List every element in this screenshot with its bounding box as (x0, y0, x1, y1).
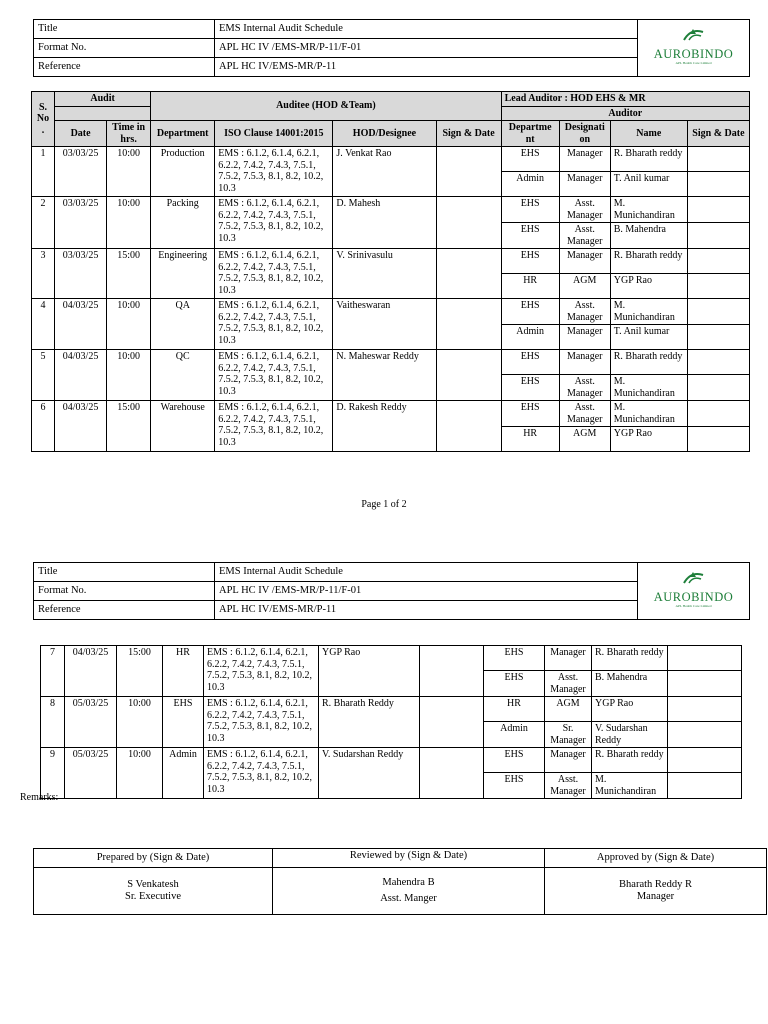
hod-cell: V. Sudarshan Reddy (319, 748, 420, 799)
auditor-dept-cell: HR (501, 427, 559, 452)
auditor-sign-cell (687, 401, 749, 427)
approved-by-cell (545, 868, 767, 915)
auditor-designation-cell: AGM (545, 697, 592, 722)
auditor-sign-cell (687, 249, 749, 274)
date-cell: 03/03/25 (55, 147, 107, 197)
auditor-sign-cell (687, 375, 749, 401)
department-cell: EHS (163, 697, 204, 748)
auditor-name-cell: R. Bharath reddy (610, 147, 687, 172)
iso-clause-cell: EMS : 6.1.2, 6.1.4, 6.2.1, 6.2.2, 7.4.2, 7.4.3, 7.5.1, 7.5.2, 7.5.3, 8.1, 8.2, 10.2, 10.3 (215, 249, 333, 299)
auditor-name-cell: M. Munichandiran (610, 299, 687, 325)
col-sno: S. No . (32, 92, 55, 147)
department-cell: QC (151, 350, 215, 401)
auditor-sign-cell (668, 722, 742, 748)
prepared-by-name: S Venkatesh (127, 879, 179, 890)
auditor-name-cell: M. Munichandiran (610, 401, 687, 427)
col-date: Date (55, 121, 107, 147)
time-cell: 10:00 (107, 147, 151, 197)
department-cell: QA (151, 299, 215, 350)
col-name: Name (610, 121, 687, 147)
sno-cell: 1 (32, 147, 55, 197)
auditor-designation-cell: Asst. Manager (559, 223, 610, 249)
reference-label: Reference (34, 58, 215, 77)
department-cell: Warehouse (151, 401, 215, 452)
time-cell: 15:00 (107, 249, 151, 299)
company-logo (654, 569, 734, 608)
auditor-name-cell: B. Mahendra (610, 223, 687, 249)
auditor-dept-cell: EHS (484, 773, 545, 799)
auditor-name-cell: YGP Rao (610, 274, 687, 299)
auditor-designation-cell: Asst. Manager (545, 773, 592, 799)
auditor-dept-cell: EHS (484, 671, 545, 697)
auditor-designation-cell: Sr. Manager (545, 722, 592, 748)
department-cell: HR (163, 646, 204, 697)
logo-brand: AUROBINDO (653, 47, 734, 61)
auditor-designation-cell: Asst. Manager (545, 671, 592, 697)
reference-value: APL HC IV/EMS-MR/P-11 (215, 58, 638, 77)
department-cell: Admin (163, 748, 204, 799)
format-value: APL HC IV /EMS-MR/P-11/F-01 (215, 39, 638, 58)
auditor-name-cell: R. Bharath reddy (610, 350, 687, 375)
table-row (32, 401, 750, 427)
auditor-designation-cell: Asst. Manager (559, 375, 610, 401)
hod-cell: J. Venkat Rao (333, 147, 436, 197)
auditor-sign-cell (668, 748, 742, 773)
auditor-dept-cell: Admin (501, 172, 559, 197)
sno-cell: 8 (41, 697, 65, 748)
doc-header-page2 (33, 562, 750, 620)
time-cell: 10:00 (117, 748, 163, 799)
sno-cell: 3 (32, 249, 55, 299)
sign-cell (436, 147, 501, 197)
sign-cell (436, 197, 501, 249)
audit-spacer (55, 106, 151, 121)
auditor-designation-cell: Manager (559, 172, 610, 197)
auditor-sign-cell (668, 773, 742, 799)
page2-rows (41, 646, 742, 799)
sno-cell: 2 (32, 197, 55, 249)
sign-cell (436, 350, 501, 401)
auditor-sign-cell (687, 223, 749, 249)
format-value: APL HC IV /EMS-MR/P-11/F-01 (215, 582, 638, 601)
auditor-sign-cell (668, 646, 742, 671)
auditor-designation-cell: AGM (559, 274, 610, 299)
auditor-name-cell: YGP Rao (610, 427, 687, 452)
auditor-designation-cell: AGM (559, 427, 610, 452)
hod-cell: V. Srinivasulu (333, 249, 436, 299)
hod-cell: D. Mahesh (333, 197, 436, 249)
group-audit: Audit (55, 92, 151, 107)
time-cell: 10:00 (107, 299, 151, 350)
auditor-name-cell: M. Munichandiran (610, 375, 687, 401)
logo-cell (638, 20, 750, 77)
auditor-designation-cell: Asst. Manager (559, 299, 610, 325)
auditor-dept-cell: HR (484, 697, 545, 722)
sign-cell (436, 249, 501, 299)
auditor-designation-cell: Asst. Manager (559, 401, 610, 427)
auditor-sign-cell (668, 671, 742, 697)
date-cell: 04/03/25 (65, 646, 117, 697)
date-cell: 03/03/25 (55, 197, 107, 249)
sno-cell: 6 (32, 401, 55, 452)
auditor-sign-cell (687, 147, 749, 172)
auditor-sign-cell (687, 299, 749, 325)
logo-brand: AUROBINDO (653, 590, 734, 604)
reference-value: APL HC IV/EMS-MR/P-11 (215, 601, 638, 620)
iso-clause-cell: EMS : 6.1.2, 6.1.4, 6.2.1, 6.2.2, 7.4.2, 7.4.3, 7.5.1, 7.5.2, 7.5.3, 8.1, 8.2, 10.2, 10.3 (204, 697, 319, 748)
audit-schedule-table-page2 (40, 645, 742, 799)
auditor-sign-cell (687, 350, 749, 375)
auditor-name-cell: R. Bharath reddy (592, 748, 668, 773)
signoff-table (33, 848, 767, 915)
reviewed-by-label: Reviewed by (Sign & Date) (273, 849, 545, 868)
hod-cell: N. Maheswar Reddy (333, 350, 436, 401)
auditor-designation-cell: Asst. Manager (559, 197, 610, 223)
page1-rows (32, 147, 750, 452)
auditor-dept-cell: Admin (484, 722, 545, 748)
auditor-sign-cell (687, 172, 749, 197)
prepared-by-label: Prepared by (Sign & Date) (34, 849, 273, 868)
date-cell: 05/03/25 (65, 697, 117, 748)
iso-clause-cell: EMS : 6.1.2, 6.1.4, 6.2.1, 6.2.2, 7.4.2, 7.4.3, 7.5.1, 7.5.2, 7.5.3, 8.1, 8.2, 10.2, 10.3 (215, 147, 333, 197)
approved-by-role: Manager (636, 891, 675, 902)
reviewed-by-role: Asst. Manger (380, 893, 437, 904)
col-hod: HOD/Designee (333, 121, 436, 147)
table-row (41, 646, 742, 671)
col-sign: Sign & Date (436, 121, 501, 147)
auditor-name-cell: M. Munichandiran (592, 773, 668, 799)
auditor-dept-cell: EHS (501, 299, 559, 325)
sign-cell (420, 748, 484, 799)
auditor-designation-cell: Manager (559, 350, 610, 375)
table-row (32, 299, 750, 325)
audit-schedule-table (31, 91, 750, 452)
auditor-designation-cell: Manager (545, 646, 592, 671)
page-number: Page 1 of 2 (361, 499, 407, 510)
department-cell: Engineering (151, 249, 215, 299)
col-auditor-dept: Departme nt (501, 121, 559, 147)
logo-subtitle: APL Health Care Limited (675, 604, 712, 608)
title-label: Title (34, 563, 215, 582)
auditor-dept-cell: EHS (501, 249, 559, 274)
table-row (32, 350, 750, 375)
iso-clause-cell: EMS : 6.1.2, 6.1.4, 6.2.1, 6.2.2, 7.4.2, 7.4.3, 7.5.1, 7.5.2, 7.5.3, 8.1, 8.2, 10.2, 10.3 (215, 197, 333, 249)
auditor-name-cell: T. Anil kumar (610, 172, 687, 197)
auditor-sign-cell (668, 697, 742, 722)
iso-clause-cell: EMS : 6.1.2, 6.1.4, 6.2.1, 6.2.2, 7.4.2, 7.4.3, 7.5.1, 7.5.2, 7.5.3, 8.1, 8.2, 10.2, 10.3 (215, 299, 333, 350)
iso-clause-cell: EMS : 6.1.2, 6.1.4, 6.2.1, 6.2.2, 7.4.2, 7.4.3, 7.5.1, 7.5.2, 7.5.3, 8.1, 8.2, 10.2, 10.3 (204, 646, 319, 697)
auditor-name-cell: T. Anil kumar (610, 325, 687, 350)
reviewed-by-name: Mahendra B (382, 877, 435, 888)
time-cell: 15:00 (107, 401, 151, 452)
col-department: Department (151, 121, 215, 147)
prepared-by-role: Sr. Executive (125, 891, 181, 902)
department-cell: Packing (151, 197, 215, 249)
date-cell: 04/03/25 (55, 350, 107, 401)
table-row (32, 147, 750, 172)
auditor-designation-cell: Manager (545, 748, 592, 773)
date-cell: 03/03/25 (55, 249, 107, 299)
sno-cell: 9 (41, 748, 65, 799)
auditor-name-cell: R. Bharath reddy (592, 646, 668, 671)
auditor-designation-cell: Manager (559, 249, 610, 274)
group-auditee: Auditee (HOD &Team) (151, 92, 501, 121)
auditor-dept-cell: EHS (501, 223, 559, 249)
hod-cell: D. Rakesh Reddy (333, 401, 436, 452)
auditor-designation-cell: Manager (559, 147, 610, 172)
col-iso-clause: ISO Clause 14001:2015 (215, 121, 333, 147)
approved-by-label: Approved by (Sign & Date) (545, 849, 767, 868)
reference-label: Reference (34, 601, 215, 620)
sign-cell (436, 299, 501, 350)
iso-clause-cell: EMS : 6.1.2, 6.1.4, 6.2.1, 6.2.2, 7.4.2, 7.4.3, 7.5.1, 7.5.2, 7.5.3, 8.1, 8.2, 10.2, 10.3 (215, 350, 333, 401)
remarks-label: Remarks: (20, 792, 59, 803)
logo-cell (638, 563, 750, 620)
title-value: EMS Internal Audit Schedule (215, 563, 638, 582)
prepared-by-cell (34, 868, 273, 915)
iso-clause-cell: EMS : 6.1.2, 6.1.4, 6.2.1, 6.2.2, 7.4.2, 7.4.3, 7.5.1, 7.5.2, 7.5.3, 8.1, 8.2, 10.2, 10.3 (204, 748, 319, 799)
reviewed-by-cell (273, 868, 545, 915)
hod-cell: YGP Rao (319, 646, 420, 697)
format-label: Format No. (34, 39, 215, 58)
format-label: Format No. (34, 582, 215, 601)
col-designation: Designati on (559, 121, 610, 147)
auditor-name-cell: B. Mahendra (592, 671, 668, 697)
iso-clause-cell: EMS : 6.1.2, 6.1.4, 6.2.1, 6.2.2, 7.4.2, 7.4.3, 7.5.1, 7.5.2, 7.5.3, 8.1, 8.2, 10.2, 10.3 (215, 401, 333, 452)
auditor-sign-cell (687, 427, 749, 452)
auditor-dept-cell: EHS (501, 147, 559, 172)
time-cell: 10:00 (107, 197, 151, 249)
auditor-sign-cell (687, 197, 749, 223)
logo-icon (681, 569, 707, 585)
table-row (41, 697, 742, 722)
auditor-dept-cell: Admin (501, 325, 559, 350)
hod-cell: Vaitheswaran (333, 299, 436, 350)
sno-cell: 7 (41, 646, 65, 697)
auditor-sign-cell (687, 274, 749, 299)
group-lead-auditor: Lead Auditor : HOD EHS & MR (501, 92, 749, 107)
col-time: Time in hrs. (107, 121, 151, 147)
date-cell: 05/03/25 (65, 748, 117, 799)
date-cell: 04/03/25 (55, 299, 107, 350)
auditor-dept-cell: EHS (484, 748, 545, 773)
title-value: EMS Internal Audit Schedule (215, 20, 638, 39)
sign-cell (436, 401, 501, 452)
auditor-dept-cell: EHS (501, 197, 559, 223)
date-cell: 04/03/25 (55, 401, 107, 452)
time-cell: 10:00 (117, 697, 163, 748)
sno-cell: 5 (32, 350, 55, 401)
auditor-dept-cell: EHS (501, 401, 559, 427)
company-logo (654, 26, 734, 65)
auditor-dept-cell: EHS (484, 646, 545, 671)
auditor-designation-cell: Manager (559, 325, 610, 350)
group-auditor: Auditor (501, 106, 749, 121)
hod-cell: R. Bharath Reddy (319, 697, 420, 748)
table-row (32, 249, 750, 274)
sno-cell: 4 (32, 299, 55, 350)
department-cell: Production (151, 147, 215, 197)
auditor-dept-cell: HR (501, 274, 559, 299)
time-cell: 15:00 (117, 646, 163, 697)
time-cell: 10:00 (107, 350, 151, 401)
col-auditor-sign: Sign & Date (687, 121, 749, 147)
table-row (32, 197, 750, 223)
auditor-dept-cell: EHS (501, 350, 559, 375)
auditor-name-cell: R. Bharath reddy (610, 249, 687, 274)
title-label: Title (34, 20, 215, 39)
table-row (41, 748, 742, 773)
doc-header-page1 (33, 19, 750, 77)
logo-icon (681, 26, 707, 42)
auditor-name-cell: V. Sudarshan Reddy (592, 722, 668, 748)
auditor-dept-cell: EHS (501, 375, 559, 401)
auditor-name-cell: YGP Rao (592, 697, 668, 722)
auditor-sign-cell (687, 325, 749, 350)
logo-subtitle: APL Health Care Limited (675, 61, 712, 65)
sign-cell (420, 697, 484, 748)
auditor-name-cell: M. Munichandiran (610, 197, 687, 223)
approved-by-name: Bharath Reddy R (619, 879, 692, 890)
sign-cell (420, 646, 484, 697)
